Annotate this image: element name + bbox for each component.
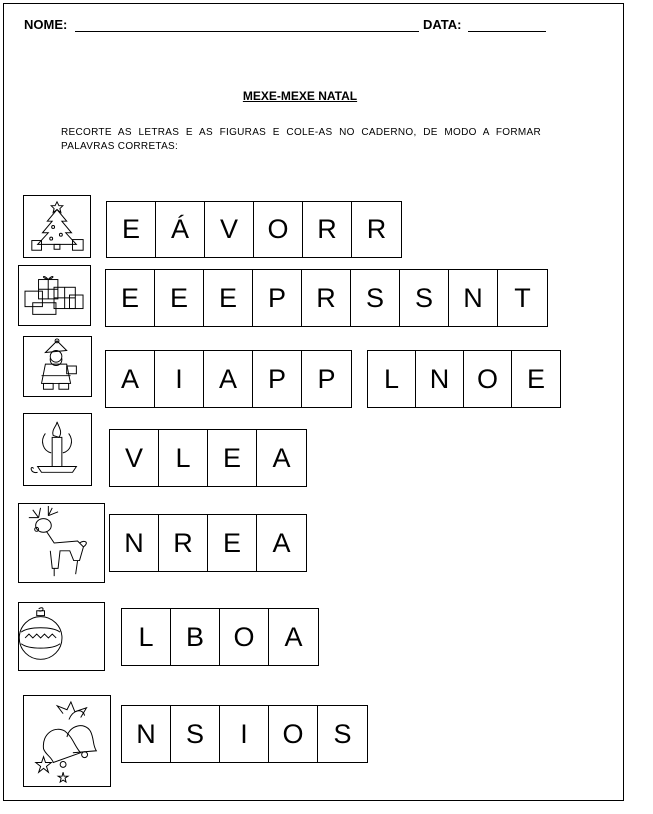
- letter-tile[interactable]: O: [220, 609, 269, 665]
- letter-tile[interactable]: Á: [156, 202, 205, 257]
- letter-tile[interactable]: I: [155, 351, 204, 407]
- letter-tile[interactable]: N: [449, 270, 498, 326]
- letter-tile[interactable]: R: [366, 214, 387, 244]
- letter-tile[interactable]: P: [253, 270, 302, 326]
- letter-tile[interactable]: E: [526, 363, 545, 394]
- christmas-tree-icon: [23, 195, 91, 258]
- letter-tile[interactable]: E: [204, 270, 253, 326]
- letter-tile[interactable]: A: [272, 527, 291, 558]
- letter-tile[interactable]: A: [204, 351, 253, 407]
- bells-icon: [23, 695, 111, 787]
- word-tiles-3a: [105, 350, 352, 408]
- letter-tile[interactable]: V: [110, 430, 159, 486]
- letter-tile[interactable]: S: [333, 718, 352, 749]
- letter-tile[interactable]: N: [110, 515, 159, 571]
- gifts-icon: [18, 265, 91, 326]
- letter-tile[interactable]: S: [351, 270, 400, 326]
- date-label: DATA:: [423, 17, 462, 32]
- name-label: NOME:: [24, 17, 68, 32]
- instructions-text: RECORTE AS LETRAS E AS FIGURAS E COLE-AS NO CADERNO, DE MODO A FORMAR PALAVRAS CORRETAS:: [61, 127, 541, 152]
- letter-tile[interactable]: A: [272, 442, 291, 473]
- letter-tile[interactable]: O: [254, 202, 303, 257]
- letter-tile[interactable]: S: [400, 270, 449, 326]
- letter-tile[interactable]: E: [107, 202, 156, 257]
- santa-claus-icon: [23, 336, 92, 397]
- letter-tile[interactable]: R: [302, 270, 351, 326]
- letter-tile[interactable]: L: [368, 351, 416, 407]
- date-field-line[interactable]: [468, 31, 546, 32]
- letter-tile[interactable]: I: [220, 706, 269, 762]
- word-tiles-2: [105, 269, 548, 327]
- word-tiles-6: [121, 608, 319, 666]
- reindeer-icon: [18, 503, 105, 583]
- ornament-ball-icon: [18, 602, 105, 671]
- letter-tile[interactable]: N: [416, 351, 464, 407]
- letter-tile[interactable]: E: [208, 430, 257, 486]
- candle-icon: [23, 413, 92, 486]
- letter-tile[interactable]: E: [106, 270, 155, 326]
- name-field-line[interactable]: [75, 31, 419, 32]
- letter-tile[interactable]: B: [171, 609, 220, 665]
- word-tiles-1: [106, 201, 402, 258]
- letter-tile[interactable]: A: [284, 621, 303, 652]
- word-tiles-3b: [367, 350, 561, 408]
- letter-tile[interactable]: E: [155, 270, 204, 326]
- letter-tile[interactable]: V: [205, 202, 254, 257]
- letter-tile[interactable]: O: [269, 706, 318, 762]
- letter-tile[interactable]: O: [464, 351, 512, 407]
- worksheet-title: MEXE-MEXE NATAL: [242, 89, 358, 103]
- letter-tile[interactable]: E: [208, 515, 257, 571]
- word-tiles-4: [109, 429, 307, 487]
- word-tiles-5: [109, 514, 307, 572]
- letter-tile[interactable]: R: [303, 202, 352, 257]
- letter-tile[interactable]: T: [514, 282, 531, 313]
- letter-tile[interactable]: A: [106, 351, 155, 407]
- letter-tile[interactable]: P: [253, 351, 302, 407]
- letter-tile[interactable]: R: [159, 515, 208, 571]
- word-tiles-7: [121, 705, 368, 763]
- letter-tile[interactable]: L: [159, 430, 208, 486]
- letter-tile[interactable]: S: [171, 706, 220, 762]
- letter-tile[interactable]: P: [317, 363, 336, 394]
- letter-tile[interactable]: N: [122, 706, 171, 762]
- letter-tile[interactable]: L: [122, 609, 171, 665]
